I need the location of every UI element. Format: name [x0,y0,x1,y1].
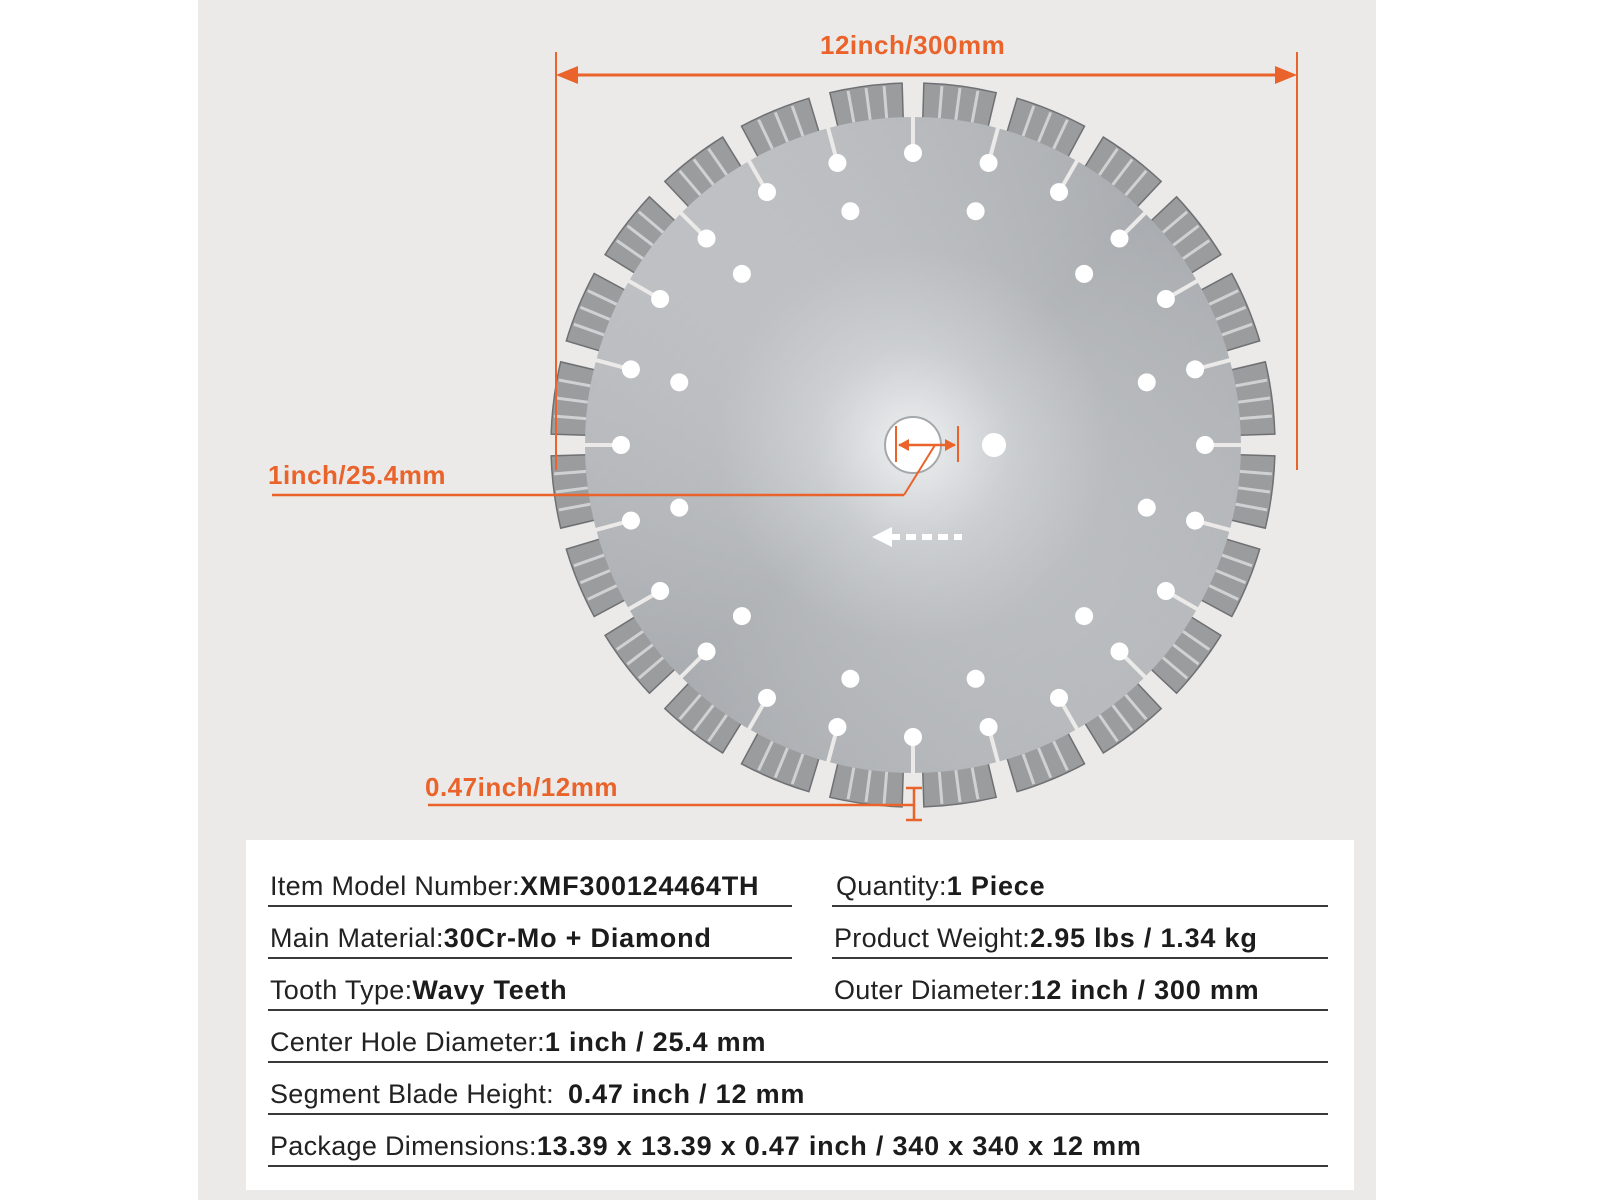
slot-end-hole [651,290,669,308]
slot-end-hole [828,154,846,172]
segment-spec-value: 0.47 inch / 12 mm [567,1078,806,1109]
slot-end-hole [980,154,998,172]
slot-end-hole [698,642,716,660]
slot-end-hole [904,144,922,162]
cooling-hole [967,202,985,220]
cooling-hole [733,607,751,625]
center-hole-spec-value: 1 inch / 25.4 mm [544,1026,767,1057]
model-value: XMF300124464TH [519,870,760,901]
slot-end-hole [1196,436,1214,454]
row-divider [268,1061,1328,1063]
row-divider [268,905,792,907]
cooling-hole [733,265,751,283]
row-divider [268,1113,1328,1115]
tooth-value: Wavy Teeth [412,974,568,1005]
slot-end-hole [1110,230,1128,248]
cooling-hole [841,670,859,688]
cooling-hole [1075,265,1093,283]
slot-end-hole [1110,642,1128,660]
cooling-hole [1138,499,1156,517]
model-label: Item Model Number: [270,870,520,901]
weight-value: 2.95 lbs / 1.34 kg [1030,922,1258,953]
slot-end-hole [828,718,846,736]
slot-end-hole [612,436,630,454]
quantity-label: Quantity: [836,870,947,901]
slot-end-hole [904,728,922,746]
cooling-hole [967,670,985,688]
slot-end-hole [651,582,669,600]
package-value: 13.39 x 13.39 x 0.47 inch / 340 x 340 x 12 mm [536,1130,1142,1161]
center-hole-label: 1inch/25.4mm [268,460,446,490]
slot-end-hole [758,689,776,707]
slot-end-hole [1050,689,1068,707]
spec-table [246,840,1354,1190]
row-divider [832,957,1328,959]
row-divider [268,1165,1328,1167]
slot-end-hole [622,512,640,530]
outer-diameter-label: 12inch/300mm [820,30,1006,60]
slot-end-hole [980,718,998,736]
slot-end-hole [1157,582,1175,600]
material-value: 30Cr-Mo + Diamond [443,922,712,953]
segment-spec-label: Segment Blade Height: [270,1078,554,1109]
weight-label: Product Weight: [834,922,1031,953]
slot-end-hole [698,230,716,248]
cooling-hole [1075,607,1093,625]
slot-end-hole [1157,290,1175,308]
outer-diameter-spec-value: 12 inch / 300 mm [1030,974,1260,1005]
slot-end-hole [1050,183,1068,201]
cooling-hole [841,202,859,220]
row-divider [268,1009,1328,1011]
row-divider [268,957,792,959]
slot-end-hole [1186,512,1204,530]
outer-diameter-spec-label: Outer Diameter: [834,974,1031,1005]
slot-end-hole [758,183,776,201]
quantity-value: 1 Piece [946,870,1046,901]
center-hole-spec-label: Center Hole Diameter: [270,1026,545,1057]
slot-end-hole [622,360,640,378]
cooling-hole [1138,373,1156,391]
tooth-label: Tooth Type: [270,974,413,1005]
slot-end-hole [1186,360,1204,378]
row-divider [832,905,1328,907]
segment-height-label: 0.47inch/12mm [425,772,618,802]
material-label: Main Material: [270,922,444,953]
pin-hole [982,433,1006,457]
cooling-hole [670,373,688,391]
package-label: Package Dimensions: [270,1130,537,1161]
cooling-hole [670,499,688,517]
